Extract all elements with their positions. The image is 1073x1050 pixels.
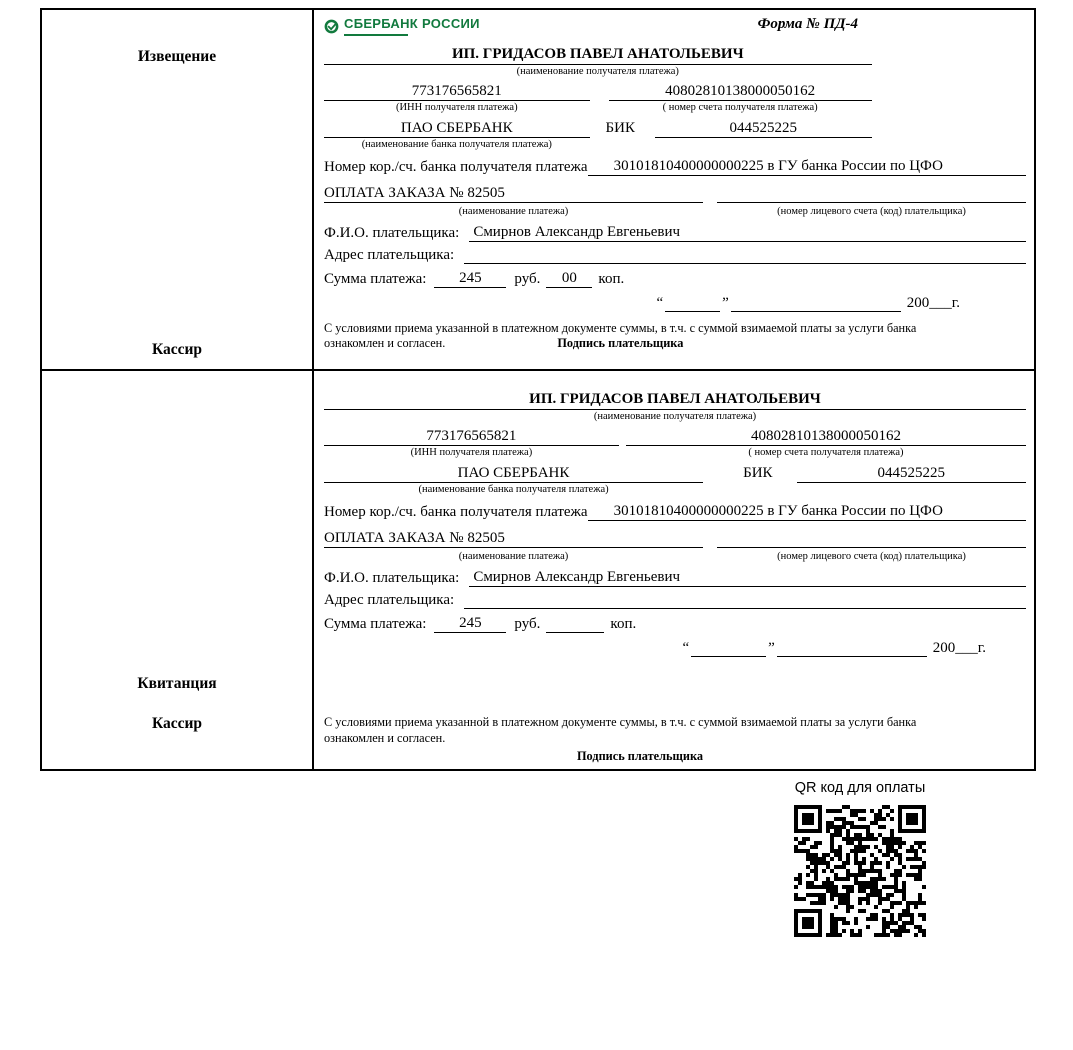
rub-label: руб. (514, 270, 541, 287)
agreement-line2: ознакомлен и согласен. (324, 336, 446, 351)
account-caption: ( номер счета получателя платежа) (662, 102, 818, 114)
bank-name-value: ПАО СБЕРБАНК (324, 465, 703, 483)
agreement-line1: С условиями приема указанной в платежном документе суммы, в т.ч. с суммой взимаемой платы за услуги банка (324, 320, 917, 335)
open-quote: “ (656, 294, 664, 311)
payee-block (324, 391, 1026, 423)
payment-caption: (наименование платежа) (458, 206, 569, 218)
sberbank-logo-text: СБЕРБАНК РОССИИ (344, 16, 480, 31)
cashier-label: Кассир (151, 715, 203, 732)
qr-caption: QR код для оплаты (794, 780, 926, 796)
payee-caption: (наименование получателя платежа) (593, 411, 757, 422)
purpose-row (324, 530, 1026, 548)
corr-value: 30101810400000000225 в ГУ банка России по ЦФО (588, 503, 1026, 521)
payer-name-value: Смирнов Александр Евгеньевич (469, 569, 1026, 587)
purpose-captions-row (324, 550, 1026, 563)
bik-value: 044525225 (797, 465, 1026, 483)
signature-label: Подпись плательщика (557, 336, 684, 351)
corr-account-row (324, 503, 1026, 521)
receipt-section (42, 371, 1034, 769)
purpose-value: ОПЛАТА ЗАКАЗА № 82505 (324, 185, 703, 203)
amount-row (324, 615, 1026, 633)
amount-rub-value: 245 (434, 615, 506, 633)
payer-name-label: Ф.И.О. плательщика: (324, 224, 460, 241)
bank-row (324, 120, 872, 151)
date-day-blank (691, 641, 766, 657)
account-value: 40802810138000050162 (626, 428, 1026, 446)
personal-account-blank (717, 185, 1026, 203)
payer-address-row (324, 247, 1026, 264)
cashier-label: Кассир (151, 341, 203, 358)
inn-caption: (ИНН получателя платежа) (410, 447, 533, 459)
payer-address-value (464, 608, 1026, 609)
inn-value: 773176565821 (324, 428, 619, 446)
year-label: 200___г. (932, 639, 986, 656)
amount-row (324, 270, 1026, 288)
inn-account-row (324, 428, 1026, 459)
purpose-row (324, 185, 1026, 203)
personal-account-caption: (номер лицевого счета (код) плательщика) (777, 206, 966, 218)
sberbank-logo-icon (324, 19, 339, 34)
agreement-block (324, 715, 1026, 747)
date-month-blank (731, 296, 901, 312)
payee-caption: (наименование получателя платежа) (516, 66, 679, 77)
payer-address-row (324, 592, 1026, 609)
amount-label: Сумма платежа: (324, 615, 427, 632)
corr-label: Номер кор./сч. банка получателя платежа (324, 159, 588, 176)
date-month-blank (777, 641, 927, 657)
corr-label: Номер кор./сч. банка получателя платежа (324, 504, 588, 521)
inn-account-row (324, 83, 872, 114)
account-value: 40802810138000050162 (609, 83, 872, 101)
corr-account-row (324, 158, 1026, 176)
agreement-line2: ознакомлен и согласен. (324, 731, 446, 746)
agreement-block (324, 321, 1026, 353)
qr-section (780, 780, 940, 942)
sberbank-logo-tagline (344, 34, 408, 36)
kop-label: коп. (598, 270, 625, 287)
pd4-form (40, 8, 1036, 771)
payer-address-label: Адрес плательщика: (324, 591, 455, 608)
inn-caption: (ИНН получателя платежа) (395, 102, 518, 114)
bank-caption: (наименование банка получателя платежа) (361, 139, 552, 151)
header-row (324, 16, 1026, 44)
amount-kop-value (546, 632, 604, 633)
purpose-value: ОПЛАТА ЗАКАЗА № 82505 (324, 530, 703, 548)
receipt-left-column (42, 371, 314, 769)
account-caption: ( номер счета получателя платежа) (748, 447, 904, 459)
close-quote: ” (768, 639, 775, 656)
amount-label: Сумма платежа: (324, 270, 427, 287)
date-row (324, 640, 1026, 657)
bank-row (324, 465, 1026, 496)
date-day-blank (665, 296, 720, 312)
kop-label: коп. (610, 615, 637, 632)
bank-caption: (наименование банка получателя платежа) (418, 484, 609, 496)
payee-name: ИП. ГРИДАСОВ ПАВЕЛ АНАТОЛЬЕВИЧ (324, 391, 1026, 410)
signature-label: Подпись плательщика (576, 749, 703, 763)
bik-label: БИК (743, 465, 773, 482)
payer-name-value: Смирнов Александр Евгеньевич (469, 224, 1026, 242)
sberbank-logo (324, 16, 480, 36)
payer-address-label: Адрес плательщика: (324, 246, 455, 263)
close-quote: ” (722, 294, 729, 311)
purpose-captions-row (324, 205, 1026, 218)
notice-section (42, 10, 1034, 371)
notice-label: Извещение (137, 48, 217, 65)
payee-name: ИП. ГРИДАСОВ ПАВЕЛ АНАТОЛЬЕВИЧ (324, 46, 872, 65)
date-row (324, 295, 1026, 312)
notice-body (314, 10, 1034, 369)
payer-address-value (464, 263, 1026, 264)
payer-name-label: Ф.И.О. плательщика: (324, 569, 460, 586)
notice-left-column (42, 10, 314, 369)
inn-value: 773176565821 (324, 83, 590, 101)
payee-block (324, 46, 872, 78)
personal-account-caption: (номер лицевого счета (код) плательщика) (777, 551, 966, 563)
bik-label: БИК (605, 120, 635, 137)
rub-label: руб. (514, 615, 541, 632)
agreement-line1: С условиями приема указанной в платежном документе суммы, в т.ч. с суммой взимаемой платы за услуги банка (324, 715, 917, 730)
open-quote: “ (682, 639, 690, 656)
form-number-title: Форма № ПД-4 (757, 16, 858, 32)
receipt-body (314, 371, 1034, 769)
payment-caption: (наименование платежа) (458, 551, 569, 563)
personal-account-blank (717, 530, 1026, 548)
year-label: 200___г. (906, 294, 960, 311)
payer-name-row (324, 224, 1026, 242)
amount-kop-value: 00 (546, 270, 592, 288)
qr-code (794, 805, 926, 937)
bank-name-value: ПАО СБЕРБАНК (324, 120, 590, 138)
receipt-label: Квитанция (137, 675, 217, 692)
amount-rub-value: 245 (434, 270, 506, 288)
corr-value: 30101810400000000225 в ГУ банка России по ЦФО (588, 158, 1026, 176)
bik-value: 044525225 (655, 120, 872, 138)
payer-name-row (324, 569, 1026, 587)
